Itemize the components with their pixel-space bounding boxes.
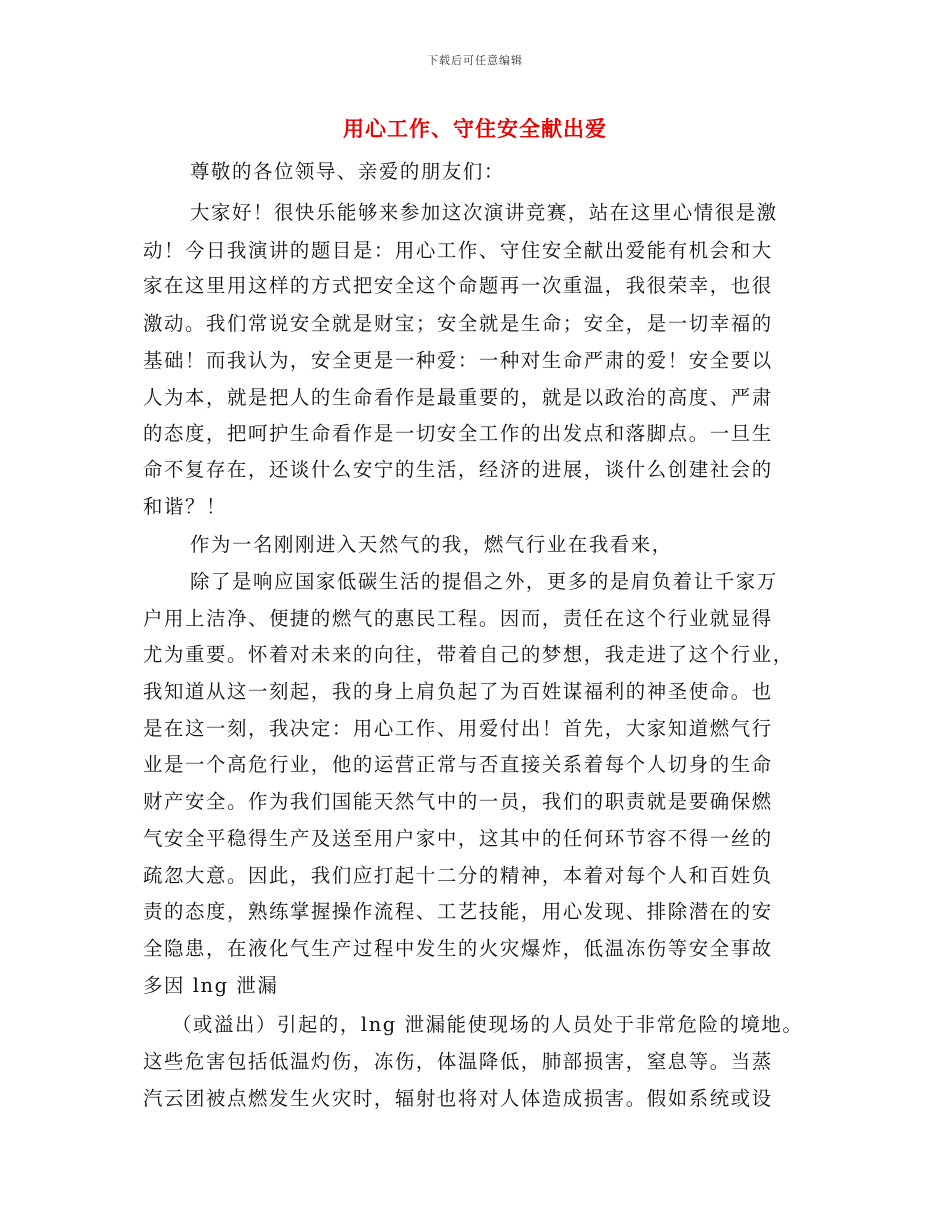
- text-line: （或溢出）引起的，lng 泄漏能使现场的人员处于非常危险的境地。: [172, 1013, 804, 1036]
- header-note: 下载后可任意编辑: [427, 54, 523, 67]
- text-line: 命不复存在，还谈什么安宁的生活，经济的进展，谈什么创建社会的: [143, 458, 773, 481]
- text-line: 我知道从这一刻起，我的身上肩负起了为百姓谋福利的神圣使命。也: [143, 680, 773, 703]
- text-line: 人为本，就是把人的生命看作是最重要的，就是以政治的高度、严肃: [143, 386, 773, 409]
- text-line: 户用上洁净、便捷的燃气的惠民工程。因而，责任在这个行业就显得: [143, 607, 773, 630]
- text-line: 和谐？！: [143, 495, 227, 518]
- text-line: 激动。我们常说安全就是财宝；安全就是生命；安全，是一切幸福的: [143, 312, 773, 335]
- text-line: 基础！而我认为，安全更是一种爱：一种对生命严肃的爱！安全要以: [143, 349, 773, 372]
- text-line: 疏忽大意。因此，我们应打起十二分的精神，本着对每个人和百姓负: [143, 864, 773, 887]
- text-line: 除了是响应国家低碳生活的提倡之外，更多的是肩负着让千家万: [190, 570, 778, 593]
- text-line: 这些危害包括低温灼伤，冻伤，体温降低，肺部损害，窒息等。当蒸: [143, 1050, 773, 1073]
- text-line: 是在这一刻，我决定：用心工作、用爱付出！首先，大家知道燃气行: [143, 717, 773, 740]
- text-line: 多因 lng 泄漏: [143, 974, 279, 997]
- text-line: 全隐患，在液化气生产过程中发生的火灾爆炸，低温冻伤等安全事故: [143, 937, 773, 960]
- text-line: 尤为重要。怀着对未来的向往，带着自己的梦想，我走进了这个行业，: [143, 643, 794, 666]
- text-line: 的态度，把呵护生命看作是一切安全工作的出发点和落脚点。一旦生: [143, 422, 773, 445]
- text-line: 作为一名刚刚进入天然气的我，燃气行业在我看来，: [190, 533, 673, 556]
- text-line: 气安全平稳得生产及送至用户家中，这其中的任何环节容不得一丝的: [143, 827, 773, 850]
- text-line: 大家好！很快乐能够来参加这次演讲竞赛，站在这里心情很是激: [190, 201, 778, 224]
- text-line: 尊敬的各位领导、亲爱的朋友们：: [190, 160, 505, 183]
- text-line: 汽云团被点燃发生火灾时，辐射也将对人体造成损害。假如系统或设: [143, 1087, 773, 1110]
- text-line: 责的态度，熟练掌握操作流程、工艺技能，用心发现、排除潜在的安: [143, 900, 773, 923]
- text-line: 财产安全。作为我们国能天然气中的一员，我们的职责就是要确保燃: [143, 790, 773, 813]
- text-line: 家在这里用这样的方式把安全这个命题再一次重温，我很荣幸，也很: [143, 274, 773, 297]
- text-line: 业是一个高危行业，他的运营正常与否直接关系着每个人切身的生命: [143, 753, 773, 776]
- text-line: 动！今日我演讲的题目是：用心工作、守住安全献出爱能有机会和大: [143, 239, 773, 262]
- page-title: 用心工作、守住安全献出爱: [343, 116, 607, 141]
